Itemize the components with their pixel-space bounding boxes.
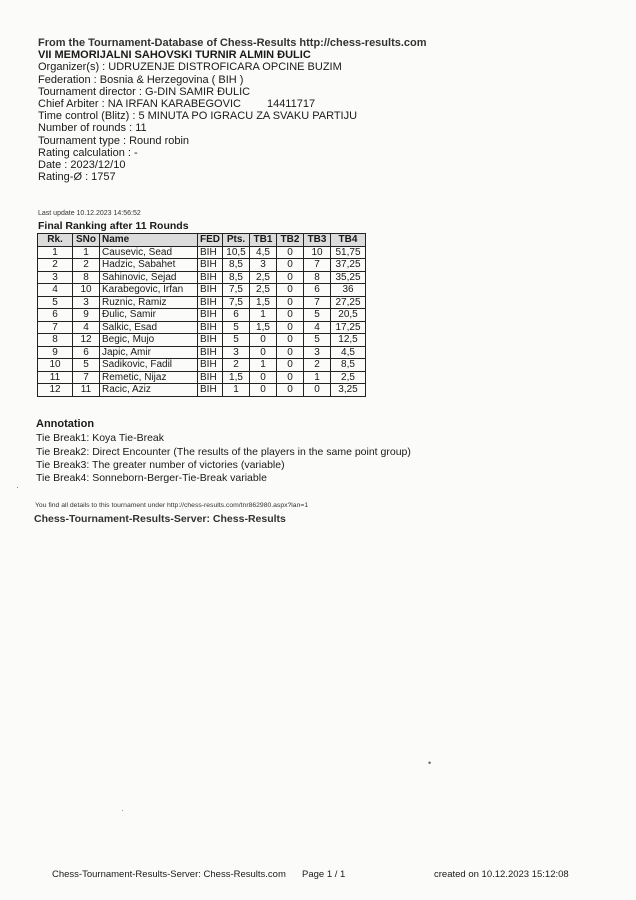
footer-created: created on 10.12.2023 15:12:08 <box>434 869 569 880</box>
cell-name: Ruznic, Ramiz <box>100 296 198 309</box>
rating-calc-line: Rating calculation : - <box>38 146 138 159</box>
cell-name: Sadikovic, Fadil <box>100 359 198 372</box>
cell-fed: BIH <box>198 271 223 284</box>
cell-tb4: 3,25 <box>331 384 366 397</box>
cell-sno: 2 <box>73 259 100 272</box>
col-header-tb4: TB4 <box>331 234 366 247</box>
col-header-fed: FED <box>198 234 223 247</box>
arbiter-line <box>38 98 598 110</box>
cell-rank: 6 <box>38 309 73 322</box>
last-update: Last update 10.12.2023 14:56:52 <box>38 210 141 217</box>
cell-rank: 8 <box>38 334 73 347</box>
table-row <box>38 259 366 272</box>
cell-fed: BIH <box>198 309 223 322</box>
cell-tb4: 12,5 <box>331 334 366 347</box>
cell-tb1: 1 <box>250 359 277 372</box>
cell-tb3: 6 <box>304 284 331 297</box>
cell-tb4: 27,25 <box>331 296 366 309</box>
scan-speck: • <box>428 758 432 768</box>
cell-tb3: 8 <box>304 271 331 284</box>
cell-tb2: 0 <box>277 359 304 372</box>
cell-pts: 3 <box>223 346 250 359</box>
cell-sno: 4 <box>73 321 100 334</box>
cell-tb1: 1 <box>250 309 277 322</box>
col-header-tb3: TB3 <box>304 234 331 247</box>
table-row <box>38 359 366 372</box>
cell-tb1: 1,5 <box>250 296 277 309</box>
director-line: Tournament director : G-DIN SAMIR ĐULIC <box>38 85 251 98</box>
arbiter-id: 14411717 <box>266 98 316 111</box>
annotation-item: Tie Break2: Direct Encounter (The results of the players in the same point group) <box>36 445 411 458</box>
cell-sno: 1 <box>73 246 100 259</box>
source-line: From the Tournament-Database of Chess-Results http://chess-results.com <box>38 37 427 49</box>
table-row <box>38 384 366 397</box>
cell-fed: BIH <box>198 384 223 397</box>
cell-name: Racic, Aziz <box>100 384 198 397</box>
cell-rank: 9 <box>38 346 73 359</box>
cell-tb1: 2,5 <box>250 271 277 284</box>
cell-name: Hadzic, Sabahet <box>100 259 198 272</box>
cell-tb4: 36 <box>331 284 366 297</box>
cell-sno: 12 <box>73 334 100 347</box>
cell-tb3: 10 <box>304 246 331 259</box>
cell-pts: 1,5 <box>223 371 250 384</box>
server-line: Chess-Tournament-Results-Server: Chess-Results <box>34 513 286 525</box>
table-row <box>38 321 366 334</box>
col-header-rank: Rk. <box>38 234 73 247</box>
cell-sno: 7 <box>73 371 100 384</box>
cell-sno: 10 <box>73 284 100 297</box>
cell-tb4: 2,5 <box>331 371 366 384</box>
cell-pts: 5 <box>223 334 250 347</box>
cell-fed: BIH <box>198 371 223 384</box>
table-header-row <box>38 234 366 247</box>
ranking-title: Final Ranking after 11 Rounds <box>38 220 189 232</box>
annotation-section <box>36 418 411 485</box>
table-row <box>38 284 366 297</box>
cell-tb2: 0 <box>277 334 304 347</box>
cell-fed: BIH <box>198 246 223 259</box>
cell-tb3: 7 <box>304 259 331 272</box>
cell-tb3: 5 <box>304 334 331 347</box>
cell-fed: BIH <box>198 334 223 347</box>
cell-name: Remetic, Nijaz <box>100 371 198 384</box>
cell-sno: 11 <box>73 384 100 397</box>
cell-name: Japic, Amir <box>100 346 198 359</box>
cell-tb1: 2,5 <box>250 284 277 297</box>
col-header-tb1: TB1 <box>250 234 277 247</box>
cell-tb4: 35,25 <box>331 271 366 284</box>
tournament-header <box>38 37 598 183</box>
cell-rank: 1 <box>38 246 73 259</box>
cell-tb4: 51,75 <box>331 246 366 259</box>
cell-fed: BIH <box>198 259 223 272</box>
cell-tb2: 0 <box>277 309 304 322</box>
cell-tb2: 0 <box>277 371 304 384</box>
cell-name: Sahinovic, Sejad <box>100 271 198 284</box>
cell-tb4: 4,5 <box>331 346 366 359</box>
cell-rank: 10 <box>38 359 73 372</box>
table-row <box>38 334 366 347</box>
col-header-name: Name <box>100 234 198 247</box>
col-header-sno: SNo <box>73 234 100 247</box>
cell-rank: 3 <box>38 271 73 284</box>
cell-tb1: 1,5 <box>250 321 277 334</box>
cell-fed: BIH <box>198 321 223 334</box>
time-control-line: Time control (Blitz) : 5 MINUTA PO IGRACU ZA SVAKU PARTIJU <box>38 110 358 123</box>
cell-name: Salkic, Esad <box>100 321 198 334</box>
footer-page-number: Page 1 / 1 <box>302 869 346 880</box>
annotation-item: Tie Break1: Koya Tie-Break <box>36 432 164 445</box>
cell-pts: 10,5 <box>223 246 250 259</box>
cell-tb2: 0 <box>277 284 304 297</box>
cell-tb3: 0 <box>304 384 331 397</box>
rating-avg-line: Rating-Ø : 1757 <box>38 171 116 184</box>
cell-tb2: 0 <box>277 271 304 284</box>
organizer-line: Organizer(s) : UDRUZENJE DISTROFICARA OPCINE BUZIM <box>38 61 342 74</box>
scan-speck: · <box>121 806 124 815</box>
cell-sno: 6 <box>73 346 100 359</box>
arbiter-name: Chief Arbiter : NA IRFAN KARABEGOVIC <box>38 98 241 111</box>
cell-tb2: 0 <box>277 384 304 397</box>
cell-tb3: 4 <box>304 321 331 334</box>
cell-tb2: 0 <box>277 321 304 334</box>
table-row <box>38 371 366 384</box>
cell-fed: BIH <box>198 296 223 309</box>
annotation-heading: Annotation <box>36 418 95 430</box>
cell-tb2: 0 <box>277 246 304 259</box>
cell-tb4: 17,25 <box>331 321 366 334</box>
cell-sno: 3 <box>73 296 100 309</box>
cell-tb3: 3 <box>304 346 331 359</box>
cell-tb3: 1 <box>304 371 331 384</box>
scan-speck: · <box>16 482 19 492</box>
col-header-pts: Pts. <box>223 234 250 247</box>
col-header-tb2: TB2 <box>277 234 304 247</box>
federation-line: Federation : Bosnia & Herzegovina ( BIH ) <box>38 73 244 86</box>
cell-name: Causevic, Sead <box>100 246 198 259</box>
table-row <box>38 246 366 259</box>
table-row <box>38 309 366 322</box>
tournament-type-line: Tournament type : Round robin <box>38 134 190 147</box>
footer-server: Chess-Tournament-Results-Server: Chess-Results.com <box>52 869 286 880</box>
table-row <box>38 296 366 309</box>
cell-sno: 8 <box>73 271 100 284</box>
table-row <box>38 346 366 359</box>
date-line: Date : 2023/12/10 <box>38 159 126 172</box>
cell-rank: 2 <box>38 259 73 272</box>
ranking-table-body <box>38 246 366 396</box>
cell-name: Karabegovic, Irfan <box>100 284 198 297</box>
ranking-table <box>37 233 366 397</box>
cell-sno: 9 <box>73 309 100 322</box>
cell-pts: 1 <box>223 384 250 397</box>
cell-tb4: 8,5 <box>331 359 366 372</box>
annotation-item: Tie Break4: Sonneborn-Berger-Tie-Break variable <box>36 472 267 485</box>
details-link-line: You find all details to this tournament under http://chess-results.com/tnr862980.aspx?lan=1 <box>35 502 309 509</box>
cell-tb3: 5 <box>304 309 331 322</box>
cell-tb4: 37,25 <box>331 259 366 272</box>
rounds-line: Number of rounds : 11 <box>38 122 147 135</box>
cell-pts: 7,5 <box>223 296 250 309</box>
cell-tb1: 0 <box>250 346 277 359</box>
cell-pts: 7,5 <box>223 284 250 297</box>
cell-tb2: 0 <box>277 259 304 272</box>
cell-tb1: 0 <box>250 334 277 347</box>
cell-sno: 5 <box>73 359 100 372</box>
cell-rank: 12 <box>38 384 73 397</box>
cell-rank: 5 <box>38 296 73 309</box>
cell-rank: 4 <box>38 284 73 297</box>
cell-fed: BIH <box>198 346 223 359</box>
cell-tb4: 20,5 <box>331 309 366 322</box>
cell-pts: 6 <box>223 309 250 322</box>
cell-tb1: 0 <box>250 371 277 384</box>
table-row <box>38 271 366 284</box>
cell-tb2: 0 <box>277 346 304 359</box>
cell-fed: BIH <box>198 359 223 372</box>
cell-pts: 8,5 <box>223 271 250 284</box>
cell-pts: 2 <box>223 359 250 372</box>
cell-rank: 7 <box>38 321 73 334</box>
cell-name: Đulic, Samir <box>100 309 198 322</box>
cell-tb3: 7 <box>304 296 331 309</box>
cell-tb1: 3 <box>250 259 277 272</box>
cell-tb3: 2 <box>304 359 331 372</box>
cell-name: Begic, Mujo <box>100 334 198 347</box>
tournament-title: VII MEMORIJALNI SAHOVSKI TURNIR ALMIN ĐULIC <box>38 49 311 62</box>
cell-rank: 11 <box>38 371 73 384</box>
cell-pts: 5 <box>223 321 250 334</box>
cell-tb1: 0 <box>250 384 277 397</box>
cell-pts: 8,5 <box>223 259 250 272</box>
cell-tb2: 0 <box>277 296 304 309</box>
cell-tb1: 4,5 <box>250 246 277 259</box>
annotation-item: Tie Break3: The greater number of victories (variable) <box>36 458 285 471</box>
cell-fed: BIH <box>198 284 223 297</box>
